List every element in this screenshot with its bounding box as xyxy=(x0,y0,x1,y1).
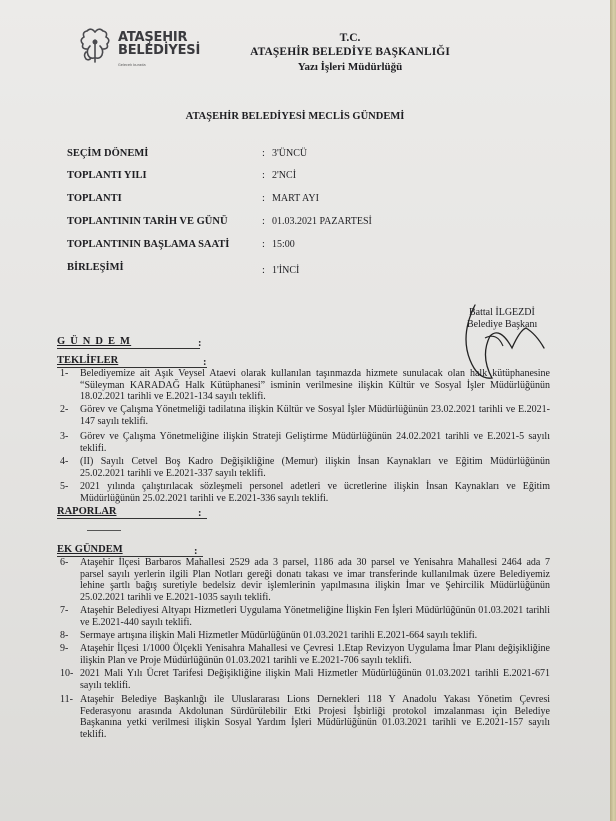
item-line: 18.02.2021 tarihli ve E.2021-134 sayılı teklifi. xyxy=(80,391,266,402)
item-number: 6- xyxy=(60,557,69,568)
meta-label: TOPLANTININ TARİH VE GÜNÜ xyxy=(67,216,228,227)
item-line: Müdürlüğünün 25.02.2021 tarihli ve E.2021-336 sayılı teklifi. xyxy=(80,492,329,504)
agenda-item-5 xyxy=(60,481,550,516)
item-number: 3- xyxy=(60,431,69,442)
item-line: 25.02.2021 tarihli ve E.2021-337 sayılı teklifi. xyxy=(80,467,266,479)
item-line: Görev ve Çalışma Yönetmeliği tadilatına ilişkin Kültür ve Sosyal İşler Müdürlüğünün 23.02.2021 tarihli ve E.2021- xyxy=(80,404,550,415)
meta-colon: : xyxy=(262,170,265,181)
meta-row-birlesimi xyxy=(67,262,487,278)
meta-label: BİRLEŞİMİ xyxy=(67,262,124,273)
meta-value: MART AYI xyxy=(272,193,319,204)
item-line: teklifi. xyxy=(80,728,107,740)
meta-colon: : xyxy=(262,265,265,276)
meta-row-secim-donemi xyxy=(67,148,487,164)
item-line: ve E.2021-440 sayılı teklifi. xyxy=(80,616,192,628)
meta-value: 15:00 xyxy=(272,239,295,250)
header-department: Yazı İşleri Müdürlüğü xyxy=(297,61,403,73)
section-underline xyxy=(57,348,200,349)
section-colon: : xyxy=(203,357,207,368)
item-line: ilişkin Plan ve Proje Müdürlüğünün 01.03.2021 tarihli ve E.2021-706 sayılı teklifi. xyxy=(80,654,412,666)
meta-row-baslama-saati xyxy=(67,239,487,255)
logo-line-1: ATAŞEHIR xyxy=(118,30,188,45)
document-title: ATAŞEHİR BELEDİYESİ MECLİS GÜNDEMİ xyxy=(185,111,405,122)
item-number: 1- xyxy=(60,368,69,379)
section-ek-gundem: EK GÜNDEM xyxy=(57,544,123,555)
header-tc: T.C. xyxy=(339,32,361,44)
item-line: teklifi. xyxy=(80,442,107,454)
signatory-name: Battal İLGEZDİ xyxy=(469,307,535,318)
section-colon: : xyxy=(194,546,198,557)
item-line: parsel sayılı yerlerin ilgili Plan Notları gereği donatı takası ve imar transferinde kullanılmak üzere Belediyemiz xyxy=(80,568,550,580)
section-colon: : xyxy=(198,508,202,519)
page-edge xyxy=(610,0,616,821)
section-teklifler: TEKLİFLER xyxy=(57,355,119,366)
header-institution: ATAŞEHİR BELEDİYE BAŞKANLIĞI xyxy=(250,46,450,58)
item-number: 11- xyxy=(60,694,73,705)
item-line: sayılı teklifi. xyxy=(80,679,131,691)
meta-label: TOPLANTI xyxy=(67,193,122,204)
empty-reports-dash xyxy=(87,530,121,531)
meta-colon: : xyxy=(262,216,265,227)
meta-row-tarih xyxy=(67,216,487,232)
logo-line-2: BELEDİYESİ xyxy=(118,43,201,58)
item-number: 10- xyxy=(60,668,74,679)
item-number: 5- xyxy=(60,481,69,492)
item-line: (II) Sayılı Cetvel Boş Kadro Değişikliğine (Memur) ilişkin İnsan Kaynakları ve Eğitim Müdürlüğünün xyxy=(80,456,550,467)
meta-label: SEÇİM DÖNEMİ xyxy=(67,148,149,159)
item-line: Ataşehir Belediyesi Altyapı Hizmetleri Uygulama Yönetmeliğine İlişkin Fen İşleri Müdürlüğünün 01.03.2021 tarihli xyxy=(80,605,550,616)
item-line: Federasyonu arasında Akdolunan Sürdürülebilir Etki Projesi İşbirliği protokol imzalanması için Belediye xyxy=(80,705,550,717)
meta-value: 1'İNCİ xyxy=(272,265,300,276)
item-line: Belediyemize ait Aşık Veysel Ataevi olarak kullanılan taşınmazda hizmete sunulacak olan halk kütüphanesine xyxy=(80,368,550,379)
item-line: lehine şartlı bağış suretiyle bedelsiz devir işlemlerinin yapılmasına ilişkin İmar ve Şehircilik Müdürlüğünün xyxy=(80,580,550,591)
section-colon: : xyxy=(198,338,202,349)
item-line: 2021 Mali Yılı Ücret Tarifesi Değişikliğine ilişkin Mali Hizmetler Müdürlüğünün 01.03.2021 tarihli E.2021-671 xyxy=(80,668,550,679)
agenda-item-11 xyxy=(60,694,550,752)
item-line: Ataşehir İlçesi 1/1000 Ölçekli Yenisahra Mahallesi ve Çevresi 1.Etap Revizyon Uygulama İmar Planı değişikliğine xyxy=(80,643,550,654)
item-number: 4- xyxy=(60,456,69,467)
meta-row-toplanti xyxy=(67,193,487,209)
item-line: Sermaye artışına ilişkin Mali Hizmetler Müdürlüğünün 01.03.2021 tarihli E.2021-664 sayılı teklifi. xyxy=(80,630,478,641)
item-number: 8- xyxy=(60,630,69,641)
item-number: 7- xyxy=(60,605,69,616)
item-text xyxy=(80,481,550,516)
item-line: “Süleyman KARADAĞ Halk Kütüphanesi” isminin verilmesine ilişkin Kültür ve Sosyal İşler Müdürlüğünün xyxy=(80,379,550,391)
meta-colon: : xyxy=(262,148,265,159)
meta-label: TOPLANTI YILI xyxy=(67,170,147,181)
item-line: Başkanına yetki verilmesi ilişkin Sosyal Yardım İşleri Müdürlüğünün 01.03.2021 tarihli ve E.2021-157 sayılı xyxy=(80,717,550,728)
item-line: 25.02.2021 tarihli ve E.2021-1035 sayılı teklifi. xyxy=(80,591,271,603)
section-gundem: G Ü N D E M xyxy=(57,336,132,347)
item-line: Görev ve Çalışma Yönetmeliğine ilişkin Strateji Geliştirme Müdürlüğünün 24.02.2021 tarihli ve E.2021-5 sayılı xyxy=(80,431,550,442)
tree-logo-icon xyxy=(78,26,112,66)
item-line: 2021 yılında çalıştırılacak sözleşmeli personel adetleri ve ücretlerine ilişkin İnsan Kaynakları ve Eğitim xyxy=(80,481,550,492)
meta-label: TOPLANTININ BAŞLAMA SAATİ xyxy=(67,239,230,250)
meta-value: 01.03.2021 PAZARTESİ xyxy=(272,216,372,227)
section-raporlar: RAPORLAR xyxy=(57,506,117,517)
item-line: 147 sayılı teklifi. xyxy=(80,415,149,427)
signatory-title: Belediye Başkanı xyxy=(467,319,538,330)
section-underline xyxy=(57,518,207,519)
item-line: Ataşehir İlçesi Barbaros Mahallesi 2529 ada 3 parsel, 1186 ada 30 parsel ve Yenisahra Mahallesi 2464 ada 7 xyxy=(80,557,550,568)
meta-value: 3'ÜNCÜ xyxy=(272,148,308,159)
item-text xyxy=(80,694,550,752)
meta-colon: : xyxy=(262,193,265,204)
logo-tagline: Gelecek burada xyxy=(118,63,146,67)
meta-value: 2'NCİ xyxy=(272,170,297,181)
item-number: 2- xyxy=(60,404,69,415)
item-line: Ataşehir Belediye Başkanlığı ile Uluslararası Lions Dernekleri 118 Y Anadolu Yakası Yönetim Çevresi xyxy=(80,694,550,705)
meta-row-toplanti-yili xyxy=(67,170,487,186)
item-number: 9- xyxy=(60,643,69,654)
meta-colon: : xyxy=(262,239,265,250)
